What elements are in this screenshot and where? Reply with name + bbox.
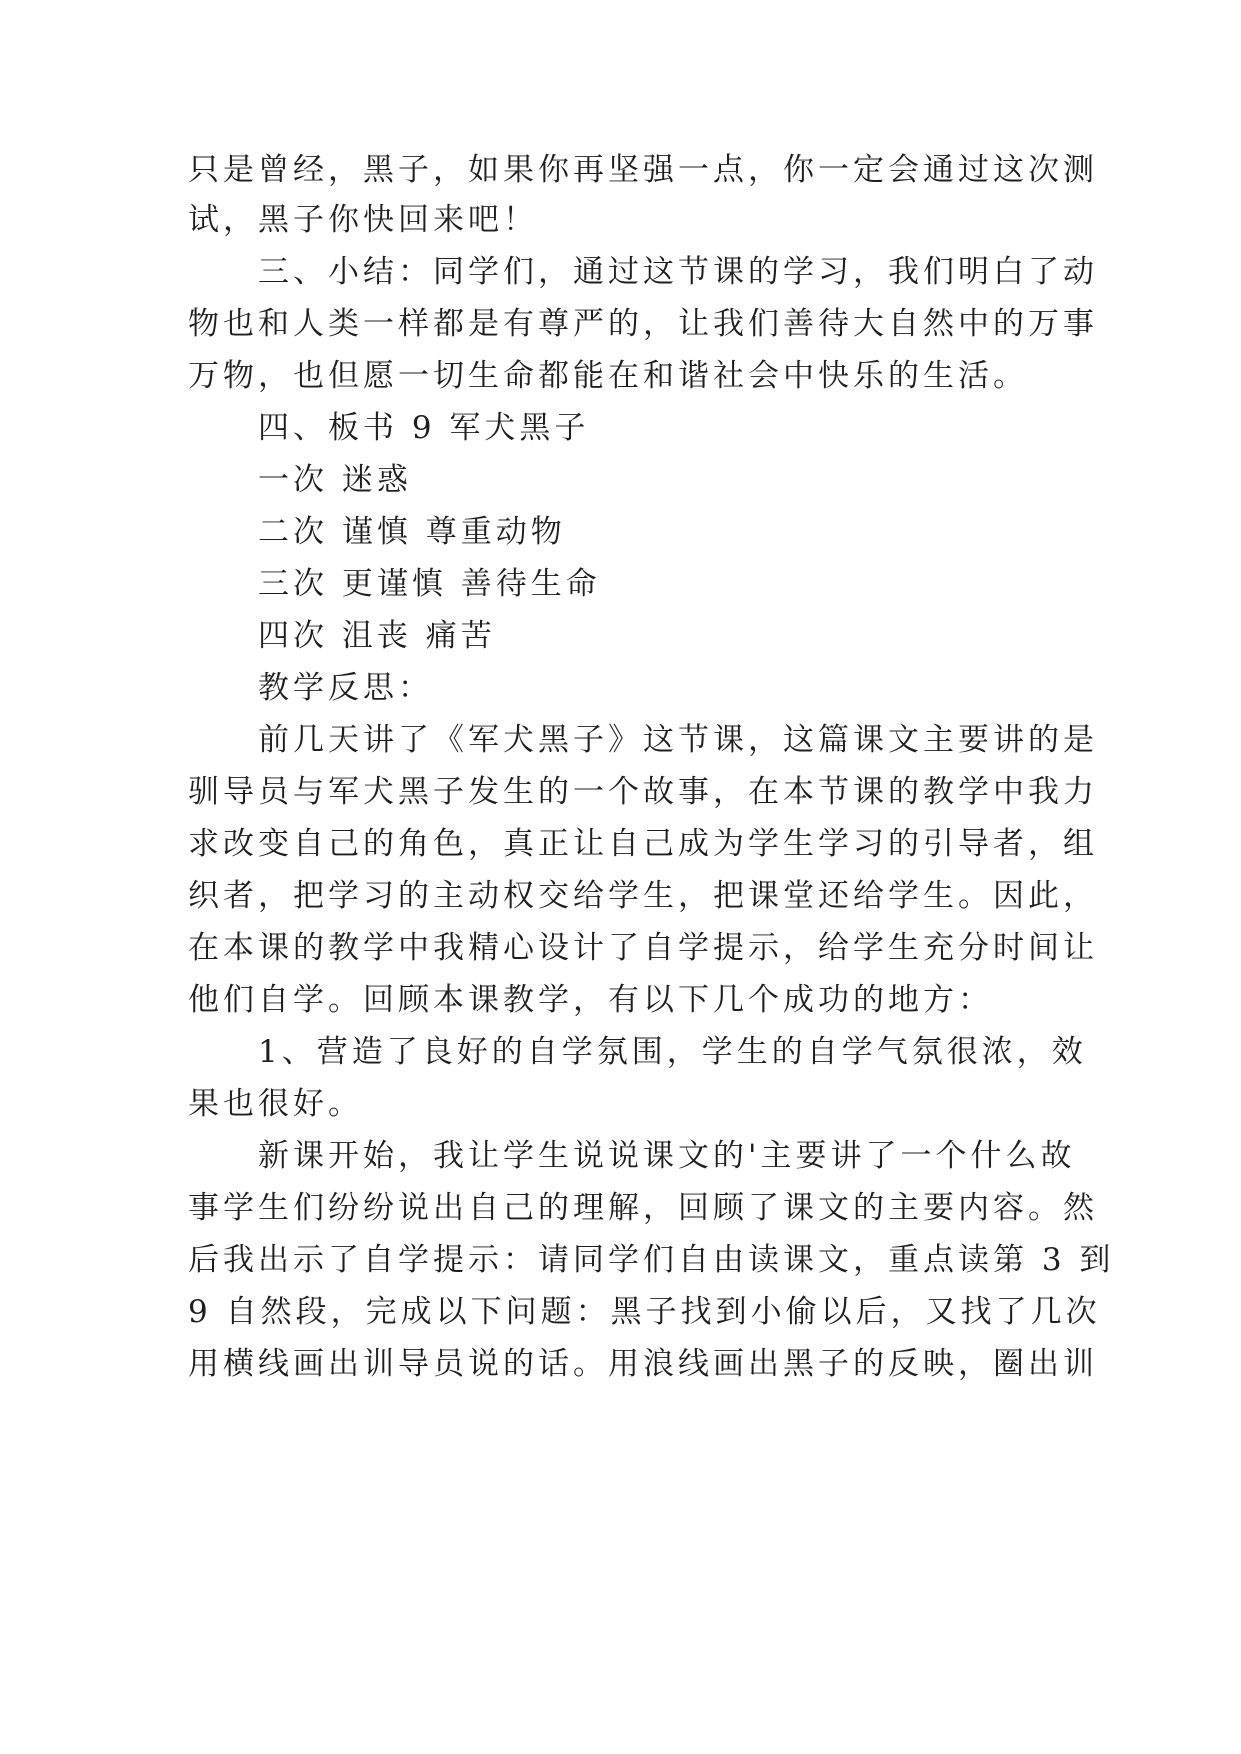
- text-line: 三、小结：同学们，通过这节课的学习，我们明白了动: [258, 254, 1098, 290]
- text-line: 一次 迷惑: [258, 462, 412, 498]
- text-line: 三次 更谨慎 善待生命: [258, 566, 601, 602]
- text-line: 二次 谨慎 尊重动物: [258, 514, 566, 550]
- text-line: 果也很好。: [188, 1086, 363, 1122]
- text-line: 用横线画出训导员说的话。用浪线画出黑子的反映，圈出训: [188, 1346, 1098, 1382]
- text-line: 驯导员与军犬黑子发生的一个故事，在本节课的教学中我力: [188, 774, 1098, 810]
- text-line: 织者，把学习的主动权交给学生，把课堂还给学生。因此，: [188, 878, 1098, 914]
- text-line: 只是曾经，黑子，如果你再坚强一点，你一定会通过这次测: [188, 152, 1098, 188]
- text-line: 四、板书 9 军犬黑子: [258, 410, 590, 446]
- text-line: 1、营造了良好的自学氛围，学生的自学气氛很浓，效: [258, 1034, 1087, 1070]
- text-line: 新课开始，我让学生说说课文的'主要讲了一个什么故: [258, 1138, 1076, 1174]
- text-line: 在本课的教学中我精心设计了自学提示，给学生充分时间让: [188, 930, 1098, 966]
- text-line: 物也和人类一样都是有尊严的，让我们善待大自然中的万事: [188, 306, 1098, 342]
- text-line: 四次 沮丧 痛苦: [258, 618, 496, 654]
- text-line: 事学生们纷纷说出自己的理解，回顾了课文的主要内容。然: [188, 1190, 1098, 1226]
- text-line: 他们自学。回顾本课教学，有以下几个成功的地方：: [188, 982, 993, 1018]
- text-line: 求改变自己的角色，真正让自己成为学生学习的引导者，组: [188, 826, 1098, 862]
- text-line: 试，黑子你快回来吧！: [188, 202, 538, 238]
- text-line: 前几天讲了《军犬黑子》这节课，这篇课文主要讲的是: [258, 722, 1098, 758]
- text-line: 万物，也但愿一切生命都能在和谐社会中快乐的生活。: [188, 358, 1028, 394]
- text-line: 后我出示了自学提示：请同学们自由读课文，重点读第 3 到: [188, 1242, 1115, 1278]
- text-line: 9 自然段，完成以下问题：黑子找到小偷以后，又找了几次: [188, 1294, 1101, 1330]
- text-line: 教学反思：: [258, 670, 433, 706]
